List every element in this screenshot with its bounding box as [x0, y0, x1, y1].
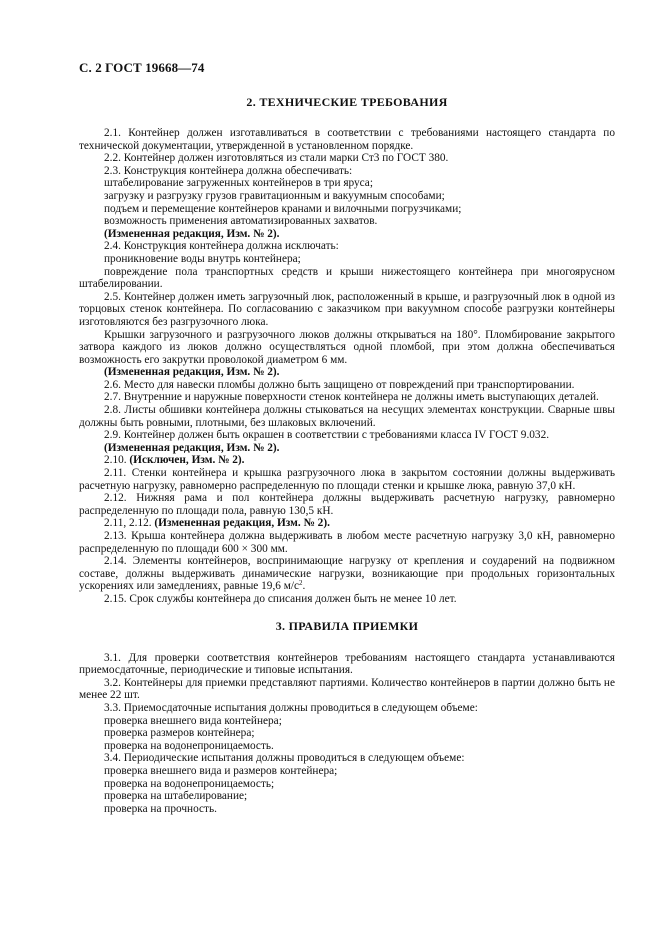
clause-2-7: 2.7. Внутренние и наружные поверхности стенок контейнера не должны иметь выступающих деталей.: [104, 391, 599, 404]
clause-2-10: [79, 454, 615, 467]
clause-2-11-2-12: [79, 517, 615, 530]
clause-2-5-cont: Крышки загрузочного и разгрузочного люков должны открываться на 180°. Пломбирование закрытого затвора каждого из люков должно осуществляться одной пломбой, при этом должна обеспечиваться возможность его закрутки проволокой диаметром 6 мм.: [79, 328, 615, 366]
clause-number: 2.10.: [104, 454, 127, 467]
clause-2-4: 2.4. Конструкция контейнера должна исключать:: [104, 240, 339, 253]
superscript: 2: [299, 579, 303, 588]
amendment-note: (Измененная редакция, Изм. № 2).: [104, 366, 280, 379]
clause-2-6: 2.6. Место для навески пломбы должно быть защищено от повреждений при транспортировании.: [104, 378, 575, 391]
clause-number: 2.11, 2.12.: [104, 517, 152, 530]
clause-2-3: 2.3. Конструкция контейнера должна обеспечивать:: [104, 164, 353, 177]
clause-2-14-text: 2.14. Элементы контейнеров, воспринимающие нагрузку от крепления и соударений на подвижном составе, должны выдерживать динамические нагрузки, возникающие при продольных горизонтальных ускорениях или замедлениях, равные 19,6 м/с: [79, 555, 615, 593]
clause-3-2: 3.2. Контейнеры для приемки представляют партиями. Количество контейнеров в партии должно быть не менее 22 шт.: [79, 676, 615, 702]
clause-2-14: [79, 555, 615, 593]
section-2-title: 2. ТЕХНИЧЕСКИЕ ТРЕБОВАНИЯ: [246, 95, 448, 109]
section-3-title: 3. ПРАВИЛА ПРИЕМКИ: [275, 618, 419, 633]
clause-2-8: 2.8. Листы обшивки контейнера должны стыковаться на несущих элементах конструкции. Сварные швы должны быть ровными, плотными, без шлаковых включений.: [79, 404, 615, 429]
clause-3-4-item: проверка на водонепроницаемость;: [104, 777, 275, 790]
page-content: [79, 96, 615, 815]
amendment-note: (Измененная редакция, Изм. № 2).: [104, 227, 280, 240]
clause-2-12: 2.12. Нижняя рама и пол контейнера должны выдерживать расчетную нагрузку, равномерно распределенную по площади пола, равную 130,5 кН.: [79, 492, 615, 517]
clause-excluded-note: (Исключен, Изм. № 2).: [129, 454, 245, 467]
clause-2-9: 2.9. Контейнер должен быть окрашен в соответствии с требованиями класса IV ГОСТ 9.032.: [104, 429, 550, 442]
clause-3-1: 3.1. Для проверки соответствия контейнеров требованиям настоящего стандарта устанавливаются приемосдаточные, периодические и типовые испытания.: [79, 651, 615, 677]
clause-2-13: 2.13. Крыша контейнера должна выдерживать в любом месте расчетную нагрузку 3,0 кН, равномерно распределенную по площади 600 × 300 мм.: [79, 530, 615, 555]
clause-2-2: 2.2. Контейнер должен изготовляться из стали марки Ст3 по ГОСТ 380.: [104, 152, 449, 165]
clause-3-4-item: проверка внешнего вида и размеров контейнера;: [104, 764, 338, 777]
page-header: С. 2 ГОСТ 19668—74: [79, 60, 205, 75]
clause-2-4-item: повреждение пола транспортных средств и крыши нижестоящего контейнера при многоярусном штабелировании.: [79, 265, 615, 291]
amendment-note: (Измененная редакция, Изм. № 2).: [154, 517, 330, 530]
amendment-note: (Измененная редакция, Изм. № 2).: [104, 441, 280, 454]
clause-2-3-item: возможность применения автоматизированных захватов.: [104, 215, 378, 228]
clause-2-11: 2.11. Стенки контейнера и крышка разгрузочного люка в закрытом состоянии должны выдерживать расчетную нагрузку, равномерно распределенную по площади стенки и крышке люка, равную 37,0 кН.: [79, 467, 615, 492]
clause-2-1: 2.1. Контейнер должен изготавливаться в соответствии с требованиями настоящего стандарта по технической документации, утвержденной в установленном порядке.: [79, 127, 615, 152]
clause-2-5: 2.5. Контейнер должен иметь загрузочный люк, расположенный в крыше, и разгрузочный люк в одной из торцовых стенок контейнера. По согласованию с заказчиком при вакуумном способе разгрузки контейнеры изготовляются без разгрузочного люка.: [79, 290, 615, 328]
clause-2-15: 2.15. Срок службы контейнера до списания должен быть не менее 10 лет.: [104, 592, 457, 605]
clause-2-3-item: подъем и перемещение контейнеров кранами и вилочными погрузчиками;: [104, 202, 462, 215]
clause-2-14-end: .: [302, 580, 306, 593]
clause-3-3-item: проверка на водонепроницаемость.: [104, 739, 274, 752]
clause-3-3: 3.3. Приемосдаточные испытания должны проводиться в следующем объеме:: [104, 701, 478, 714]
clause-2-3-item: загрузку и разгрузку грузов гравитационным и вакуумным способами;: [104, 189, 445, 202]
clause-3-4-item: проверка на прочность.: [104, 802, 217, 815]
clause-2-4-item: проникновение воды внутрь контейнера;: [104, 252, 301, 265]
clause-3-3-item: проверка размеров контейнера;: [104, 727, 255, 740]
clause-2-3-item: штабелирование загруженных контейнеров в три яруса;: [104, 177, 373, 190]
clause-3-3-item: проверка внешнего вида контейнера;: [104, 714, 282, 727]
clause-3-4-item: проверка на штабелирование;: [104, 790, 248, 803]
clause-3-4: 3.4. Периодические испытания должны проводиться в следующем объеме:: [104, 752, 465, 765]
